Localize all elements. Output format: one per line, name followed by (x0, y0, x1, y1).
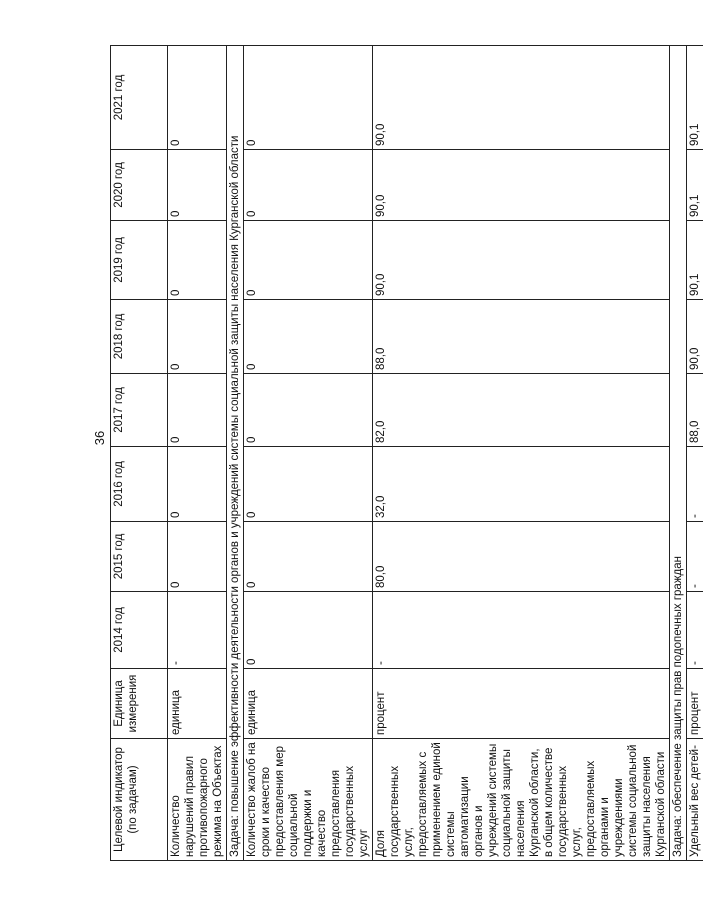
indicator-cell: Количество нарушений правил противопожарного режима на Объектах (168, 739, 227, 861)
rotated-content (110, 46, 701, 861)
table-row (373, 46, 670, 861)
header-unit: Единица измерения (111, 669, 168, 739)
value-cell: 0 (244, 447, 373, 522)
indicator-table (110, 45, 703, 861)
value-cell: 32,0 (373, 447, 670, 522)
value-cell: - (168, 592, 227, 669)
value-cell: 88,0 (687, 374, 703, 447)
table-row (244, 46, 373, 861)
table-row (168, 46, 227, 861)
value-cell: 0 (168, 221, 227, 300)
value-cell: 0 (244, 46, 373, 150)
value-cell: 0 (168, 522, 227, 592)
value-cell: 0 (244, 592, 373, 669)
value-cell: - (687, 447, 703, 522)
header-year: 2018 год (111, 300, 168, 374)
value-cell: 90,1 (687, 46, 703, 150)
task-row (670, 46, 687, 861)
header-year: 2017 год (111, 374, 168, 447)
value-cell: 80,0 (373, 522, 670, 592)
value-cell: - (687, 522, 703, 592)
rotated-table-frame (110, 46, 701, 861)
header-year: 2016 год (111, 447, 168, 522)
value-cell: 88,0 (373, 300, 670, 374)
header-indicator: Целевой индикатор (по задачам) (111, 739, 168, 861)
header-row (111, 46, 168, 861)
value-cell: - (687, 592, 703, 669)
indicator-cell: Количество жалоб на сроки и качество предоставления мер социальной поддержки и качество предоставления государственных услуг (244, 739, 373, 861)
page-number: 36 (92, 430, 107, 446)
value-cell: 90,0 (373, 221, 670, 300)
table-row (687, 46, 703, 861)
value-cell: 0 (168, 300, 227, 374)
value-cell: 0 (244, 150, 373, 221)
value-cell: 0 (168, 374, 227, 447)
value-cell: 0 (168, 46, 227, 150)
value-cell: 0 (168, 150, 227, 221)
value-cell: - (373, 592, 670, 669)
value-cell: 0 (244, 221, 373, 300)
header-year: 2015 год (111, 522, 168, 592)
value-cell: 90,0 (373, 150, 670, 221)
unit-cell: единица (168, 669, 227, 739)
unit-cell: процент (373, 669, 670, 739)
task-cell: Задача: обеспечение защиты прав подопечных граждан (670, 46, 687, 861)
header-year: 2021 год (111, 46, 168, 150)
value-cell: 0 (244, 374, 373, 447)
value-cell: 90,1 (687, 221, 703, 300)
task-cell: Задача: повышение эффективности деятельности органов и учреждений системы социальной защиты населения Курганской области (227, 46, 244, 861)
header-year: 2014 год (111, 592, 168, 669)
value-cell: 82,0 (373, 374, 670, 447)
value-cell: 90,0 (373, 46, 670, 150)
indicator-cell: Удельный вес детей- (687, 739, 703, 861)
value-cell: 0 (244, 300, 373, 374)
indicator-cell: Доля государственных услуг, предоставляемых с применением единой системы автоматизации органов и учреждений системы социальной защиты населения Курганской области, в общем количестве государственных услуг, предоставляемых органами и учреждениями системы социальной защиты населения Курганской области (373, 739, 670, 861)
header-year: 2019 год (111, 221, 168, 300)
header-year: 2020 год (111, 150, 168, 221)
value-cell: 90,0 (687, 300, 703, 374)
value-cell: 0 (244, 522, 373, 592)
value-cell: 90,1 (687, 150, 703, 221)
unit-cell: единица (244, 669, 373, 739)
unit-cell: процент (687, 669, 703, 739)
task-row (227, 46, 244, 861)
value-cell: 0 (168, 447, 227, 522)
